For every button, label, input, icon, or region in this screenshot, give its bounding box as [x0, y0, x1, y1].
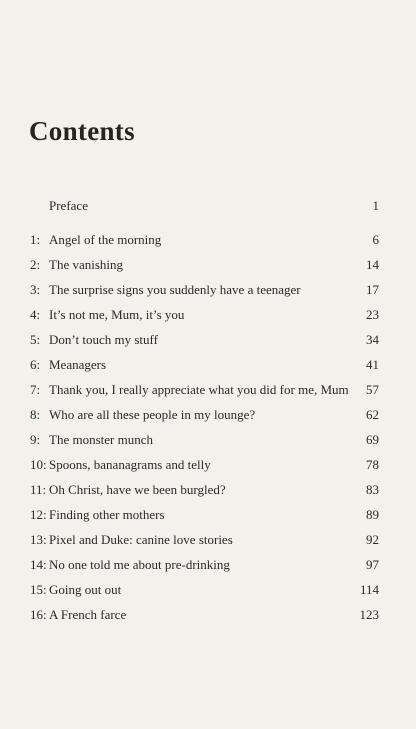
chapter-title: Thank you, I really appreciate what you did for me, Mum	[49, 382, 349, 397]
chapter-title: A French farce	[49, 607, 127, 622]
toc-row	[30, 282, 379, 307]
chapter-number: 15:	[30, 582, 47, 597]
toc-row	[30, 407, 379, 432]
toc-row	[30, 257, 379, 282]
toc-row	[30, 532, 379, 557]
chapter-number: 13:	[30, 532, 47, 547]
chapter-number: 3:	[30, 282, 41, 297]
chapter-title: Don’t touch my stuff	[49, 332, 158, 347]
preface-page-number: 1	[372, 198, 379, 213]
toc-row	[30, 382, 379, 407]
preface-label: Preface	[49, 198, 88, 213]
chapter-number: 1:	[30, 232, 41, 247]
chapter-page-number: 114	[359, 582, 379, 597]
table-of-contents	[30, 232, 379, 632]
chapter-number: 14:	[30, 557, 47, 572]
chapter-page-number: 57	[366, 382, 379, 397]
toc-row	[30, 432, 379, 457]
chapter-title: Oh Christ, have we been burgled?	[49, 482, 226, 497]
chapter-number: 7:	[30, 382, 41, 397]
chapter-page-number: 123	[359, 607, 379, 622]
toc-row	[30, 232, 379, 257]
chapter-title: The monster munch	[49, 432, 153, 447]
chapter-page-number: 23	[366, 307, 379, 322]
chapter-title: Meanagers	[49, 357, 107, 372]
chapter-page-number: 34	[366, 332, 379, 347]
toc-row	[30, 482, 379, 507]
chapter-page-number: 89	[366, 507, 379, 522]
chapter-title: Spoons, bananagrams and telly	[49, 457, 211, 472]
chapter-page-number: 97	[366, 557, 379, 572]
chapter-number: 9:	[30, 432, 41, 447]
chapter-title: Going out out	[49, 582, 122, 597]
chapter-title: Pixel and Duke: canine love stories	[49, 532, 233, 547]
chapter-number: 10:	[30, 457, 47, 472]
toc-row	[30, 557, 379, 582]
chapter-page-number: 14	[366, 257, 379, 272]
toc-row	[30, 582, 379, 607]
chapter-number: 12:	[30, 507, 47, 522]
chapter-number: 4:	[30, 307, 41, 322]
chapter-title: Finding other mothers	[49, 507, 165, 522]
chapter-page-number: 83	[366, 482, 379, 497]
toc-row	[30, 357, 379, 382]
chapter-title: No one told me about pre-drinking	[49, 557, 230, 572]
toc-row	[30, 607, 379, 632]
toc-row	[30, 307, 379, 332]
chapter-page-number: 92	[366, 532, 379, 547]
chapter-number: 11:	[30, 482, 47, 497]
chapter-page-number: 41	[366, 357, 379, 372]
chapter-number: 8:	[30, 407, 41, 422]
chapter-title: It’s not me, Mum, it’s you	[49, 307, 185, 322]
chapter-number: 2:	[30, 257, 41, 272]
chapter-page-number: 6	[372, 232, 379, 247]
toc-row	[30, 457, 379, 482]
chapter-page-number: 62	[366, 407, 379, 422]
chapter-number: 16:	[30, 607, 47, 622]
chapter-title: The vanishing	[49, 257, 124, 272]
toc-row	[30, 332, 379, 357]
toc-row	[30, 507, 379, 532]
chapter-page-number: 17	[366, 282, 379, 297]
chapter-title: The surprise signs you suddenly have a teenager	[49, 282, 301, 297]
chapter-title: Angel of the morning	[49, 232, 162, 247]
chapter-page-number: 69	[366, 432, 379, 447]
chapter-number: 5:	[30, 332, 41, 347]
chapter-number: 6:	[30, 357, 41, 372]
page-title: Contents	[29, 116, 135, 146]
chapter-page-number: 78	[366, 457, 379, 472]
chapter-title: Who are all these people in my lounge?	[49, 407, 256, 422]
